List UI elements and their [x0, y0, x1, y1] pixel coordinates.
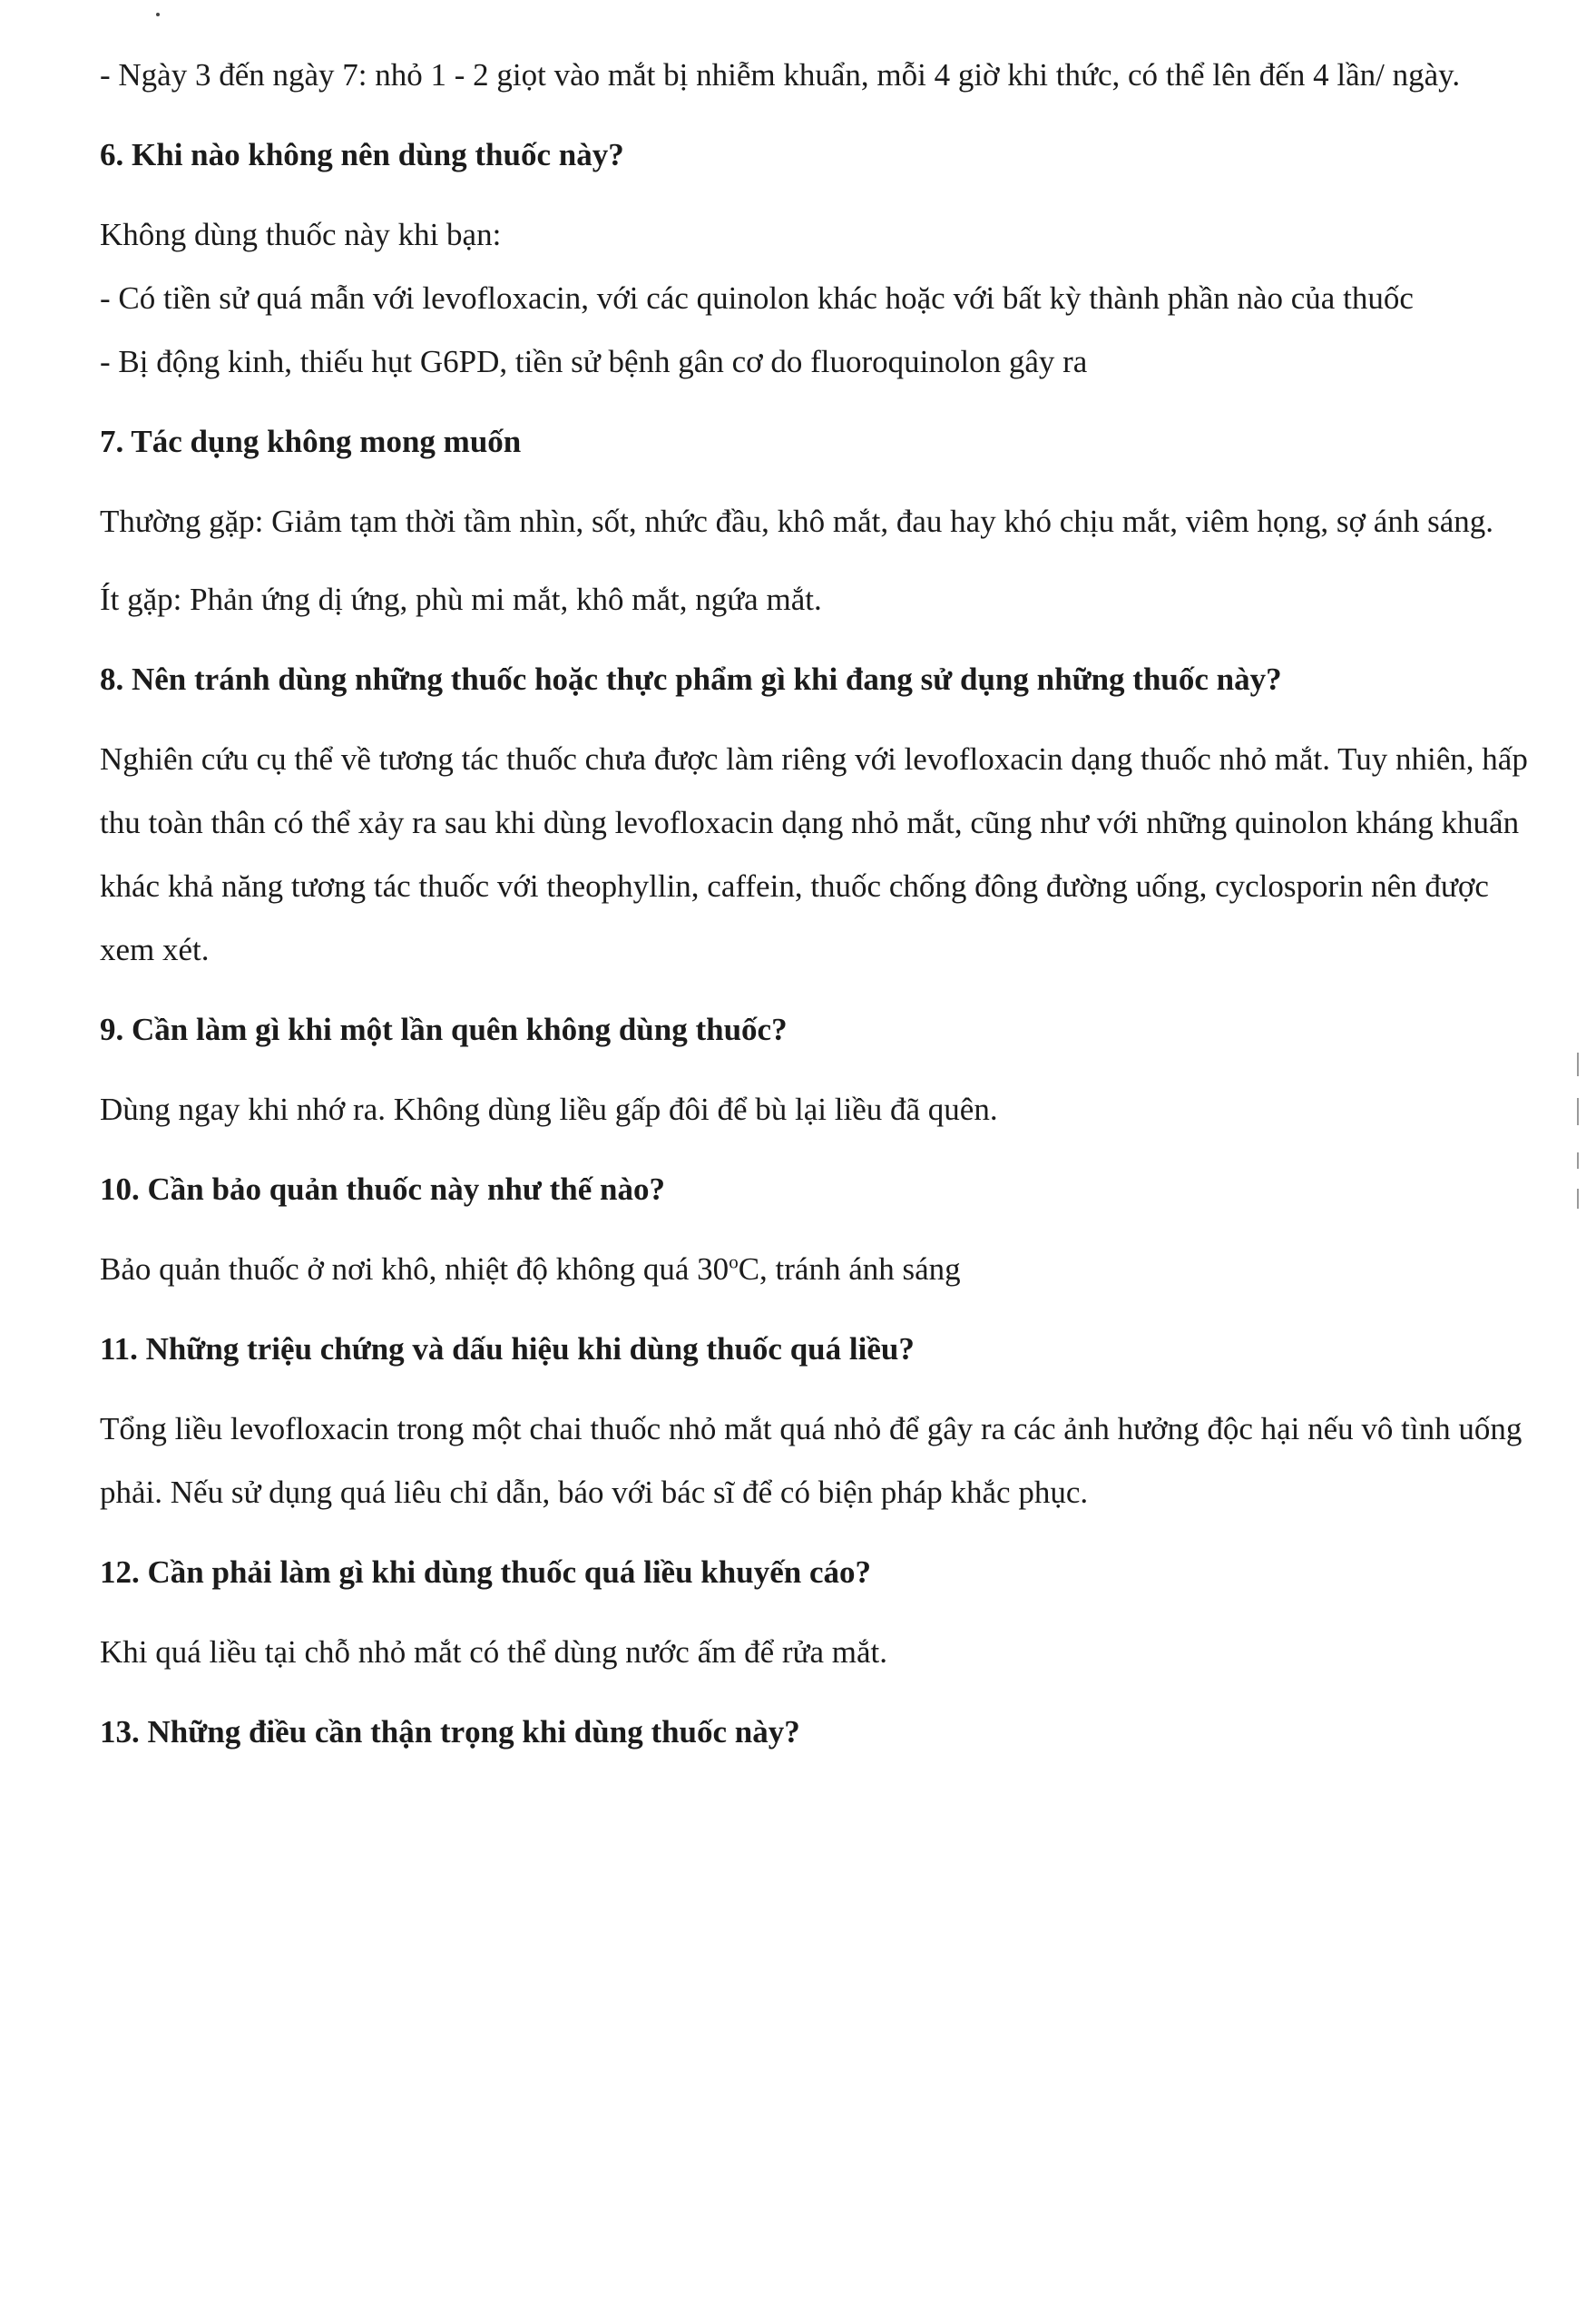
section-7-heading: 7. Tác dụng không mong muốn [100, 424, 522, 459]
section-11-text: Tổng liều levofloxacin trong một chai thuốc nhỏ mắt quá nhỏ để gây ra các ảnh hưởng độc hại nếu vô tình uống phải. Nếu sử dụng quá liêu chỉ dẫn, báo với bác sĩ để có biện pháp khắc phục. [100, 1411, 1523, 1510]
section-6-item-hypersensitivity: - Có tiền sử quá mẫn với levofloxacin, với các quinolon khác hoặc với bất kỳ thành phần nào của thuốc [100, 280, 1414, 316]
section-7-common-effects: Thường gặp: Giảm tạm thời tầm nhìn, sốt, nhức đầu, khô mắt, đau hay khó chịu mắt, viêm họng, sợ ánh sáng. [100, 504, 1494, 539]
section-8-heading: 8. Nên tránh dùng những thuốc hoặc thực phẩm gì khi đang sử dụng những thuốc này? [100, 662, 1282, 697]
section-8-text: Nghiên cứu cụ thể về tương tác thuốc chưa được làm riêng với levofloxacin dạng thuốc nhỏ mắt. Tuy nhiên, hấp thu toàn thân có thể xảy ra sau khi dùng levofloxacin dạng nhỏ mắt, cũng như với những quinolon kháng khuẩn khác khả năng tương tác thuốc với theophyllin, caffein, thuốc chống đông đường uống, cyclosporin nên được xem xét. [100, 741, 1528, 967]
section-10-text [100, 1238, 1533, 1301]
section-10-heading: 10. Cần bảo quản thuốc này như thế nào? [100, 1171, 665, 1207]
section-9-text: Dùng ngay khi nhớ ra. Không dùng liều gấp đôi để bù lại liều đã quên. [100, 1092, 998, 1127]
section-9-heading: 9. Cần làm gì khi một lần quên không dùng thuốc? [100, 1012, 788, 1047]
section-13-heading: 13. Những điều cần thận trọng khi dùng thuốc này? [100, 1714, 800, 1750]
section-6-intro: Không dùng thuốc này khi bạn: [100, 217, 502, 252]
scan-dot [156, 13, 160, 16]
degree-symbol: o [729, 1250, 739, 1273]
section-12-text: Khi quá liều tại chỗ nhỏ mắt có thể dùng nước ấm để rửa mắt. [100, 1634, 888, 1670]
section-6-heading: 6. Khi nào không nên dùng thuốc này? [100, 137, 624, 172]
storage-text-pre: Bảo quản thuốc ở nơi khô, nhiệt độ không quá 30 [100, 1251, 729, 1287]
section-12-heading: 12. Cần phải làm gì khi dùng thuốc quá liều khuyến cáo? [100, 1554, 871, 1590]
section-7-uncommon-effects: Ít gặp: Phản ứng dị ứng, phù mi mắt, khô mắt, ngứa mắt. [100, 582, 822, 617]
storage-text-post: C, tránh ánh sáng [738, 1251, 961, 1287]
section-6-item-epilepsy: - Bị động kinh, thiếu hụt G6PD, tiền sử bệnh gân cơ do fluoroquinolon gây ra [100, 344, 1088, 379]
dosage-day3-7-line: - Ngày 3 đến ngày 7: nhỏ 1 - 2 giọt vào mắt bị nhiễm khuẩn, mỗi 4 giờ khi thức, có thể lên đến 4 lần/ ngày. [100, 57, 1461, 93]
margin-scan-marks [1572, 1053, 1590, 1225]
section-11-heading: 11. Những triệu chứng và dấu hiệu khi dùng thuốc quá liều? [100, 1331, 915, 1367]
document-body [100, 44, 1533, 1780]
